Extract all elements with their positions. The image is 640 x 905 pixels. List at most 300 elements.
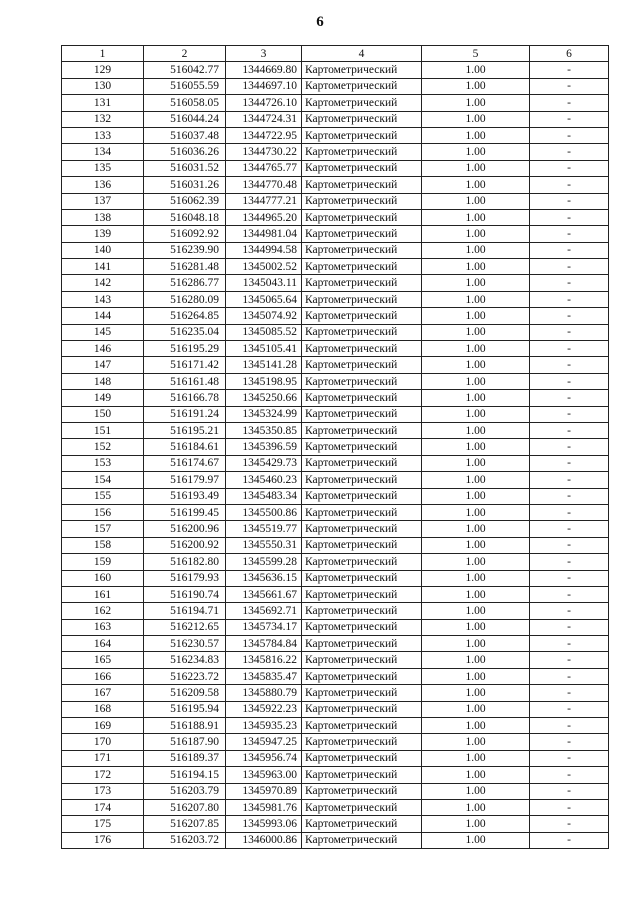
point-number-cell: 167: [62, 685, 144, 701]
description-cell: -: [530, 832, 609, 848]
accuracy-cell: 1.00: [422, 127, 530, 143]
x-coordinate-cell: 516187.90: [144, 734, 226, 750]
y-coordinate-cell: 1345396.59: [226, 439, 302, 455]
x-coordinate-cell: 516209.58: [144, 685, 226, 701]
table-row: [62, 95, 609, 111]
x-coordinate-cell: 516200.96: [144, 521, 226, 537]
point-number-cell: 175: [62, 816, 144, 832]
method-cell: Картометрический: [302, 226, 422, 242]
x-coordinate-cell: 516207.80: [144, 799, 226, 815]
method-cell: Картометрический: [302, 783, 422, 799]
x-coordinate-cell: 516166.78: [144, 390, 226, 406]
description-cell: -: [530, 324, 609, 340]
y-coordinate-cell: 1345324.99: [226, 406, 302, 422]
description-cell: -: [530, 472, 609, 488]
y-coordinate-cell: 1345500.86: [226, 504, 302, 520]
column-header-5: 5: [422, 46, 530, 62]
y-coordinate-cell: 1345661.67: [226, 586, 302, 602]
y-coordinate-cell: 1345784.84: [226, 636, 302, 652]
accuracy-cell: 1.00: [422, 177, 530, 193]
method-cell: Картометрический: [302, 209, 422, 225]
table-row: [62, 734, 609, 750]
point-number-cell: 153: [62, 455, 144, 471]
y-coordinate-cell: 1345692.71: [226, 603, 302, 619]
table-row: [62, 488, 609, 504]
accuracy-cell: 1.00: [422, 209, 530, 225]
point-number-cell: 151: [62, 422, 144, 438]
method-cell: Картометрический: [302, 160, 422, 176]
y-coordinate-cell: 1345074.92: [226, 308, 302, 324]
y-coordinate-cell: 1345350.85: [226, 422, 302, 438]
table-row: [62, 767, 609, 783]
method-cell: Картометрический: [302, 324, 422, 340]
x-coordinate-cell: 516189.37: [144, 750, 226, 766]
table-row: [62, 144, 609, 160]
x-coordinate-cell: 516235.04: [144, 324, 226, 340]
accuracy-cell: 1.00: [422, 242, 530, 258]
y-coordinate-cell: 1345550.31: [226, 537, 302, 553]
y-coordinate-cell: 1345956.74: [226, 750, 302, 766]
method-cell: Картометрический: [302, 652, 422, 668]
point-number-cell: 164: [62, 636, 144, 652]
description-cell: -: [530, 357, 609, 373]
accuracy-cell: 1.00: [422, 832, 530, 848]
method-cell: Картометрический: [302, 193, 422, 209]
table-row: [62, 259, 609, 275]
table-row: [62, 783, 609, 799]
point-number-cell: 134: [62, 144, 144, 160]
accuracy-cell: 1.00: [422, 226, 530, 242]
x-coordinate-cell: 516230.57: [144, 636, 226, 652]
description-cell: -: [530, 734, 609, 750]
accuracy-cell: 1.00: [422, 537, 530, 553]
point-number-cell: 133: [62, 127, 144, 143]
method-cell: Картометрический: [302, 275, 422, 291]
point-number-cell: 141: [62, 259, 144, 275]
y-coordinate-cell: 1345880.79: [226, 685, 302, 701]
y-coordinate-cell: 1345970.89: [226, 783, 302, 799]
description-cell: -: [530, 275, 609, 291]
x-coordinate-cell: 516203.72: [144, 832, 226, 848]
description-cell: -: [530, 209, 609, 225]
table-row: [62, 406, 609, 422]
description-cell: -: [530, 619, 609, 635]
x-coordinate-cell: 516031.52: [144, 160, 226, 176]
x-coordinate-cell: 516234.83: [144, 652, 226, 668]
y-coordinate-cell: 1345935.23: [226, 718, 302, 734]
description-cell: -: [530, 603, 609, 619]
accuracy-cell: 1.00: [422, 78, 530, 94]
table-row: [62, 341, 609, 357]
point-number-cell: 165: [62, 652, 144, 668]
point-number-cell: 161: [62, 586, 144, 602]
x-coordinate-cell: 516264.85: [144, 308, 226, 324]
table-row: [62, 455, 609, 471]
accuracy-cell: 1.00: [422, 734, 530, 750]
accuracy-cell: 1.00: [422, 324, 530, 340]
x-coordinate-cell: 516194.71: [144, 603, 226, 619]
y-coordinate-cell: 1345816.22: [226, 652, 302, 668]
y-coordinate-cell: 1345922.23: [226, 701, 302, 717]
description-cell: -: [530, 144, 609, 160]
table-row: [62, 111, 609, 127]
method-cell: Картометрический: [302, 488, 422, 504]
point-number-cell: 158: [62, 537, 144, 553]
point-number-cell: 173: [62, 783, 144, 799]
method-cell: Картометрический: [302, 521, 422, 537]
x-coordinate-cell: 516200.92: [144, 537, 226, 553]
x-coordinate-cell: 516195.29: [144, 341, 226, 357]
accuracy-cell: 1.00: [422, 472, 530, 488]
description-cell: -: [530, 111, 609, 127]
y-coordinate-cell: 1344724.31: [226, 111, 302, 127]
y-coordinate-cell: 1345141.28: [226, 357, 302, 373]
table-row: [62, 308, 609, 324]
point-number-cell: 137: [62, 193, 144, 209]
description-cell: -: [530, 718, 609, 734]
description-cell: -: [530, 685, 609, 701]
x-coordinate-cell: 516207.85: [144, 816, 226, 832]
y-coordinate-cell: 1345105.41: [226, 341, 302, 357]
x-coordinate-cell: 516055.59: [144, 78, 226, 94]
description-cell: -: [530, 127, 609, 143]
table-row: [62, 242, 609, 258]
coordinates-table: [61, 45, 609, 849]
accuracy-cell: 1.00: [422, 488, 530, 504]
method-cell: Картометрический: [302, 750, 422, 766]
method-cell: Картометрический: [302, 554, 422, 570]
y-coordinate-cell: 1344765.77: [226, 160, 302, 176]
x-coordinate-cell: 516171.42: [144, 357, 226, 373]
table-row: [62, 554, 609, 570]
y-coordinate-cell: 1344770.48: [226, 177, 302, 193]
point-number-cell: 136: [62, 177, 144, 193]
accuracy-cell: 1.00: [422, 652, 530, 668]
x-coordinate-cell: 516048.18: [144, 209, 226, 225]
accuracy-cell: 1.00: [422, 799, 530, 815]
point-number-cell: 147: [62, 357, 144, 373]
method-cell: Картометрический: [302, 144, 422, 160]
accuracy-cell: 1.00: [422, 521, 530, 537]
table-row: [62, 570, 609, 586]
point-number-cell: 152: [62, 439, 144, 455]
y-coordinate-cell: 1344722.95: [226, 127, 302, 143]
point-number-cell: 142: [62, 275, 144, 291]
point-number-cell: 149: [62, 390, 144, 406]
accuracy-cell: 1.00: [422, 816, 530, 832]
accuracy-cell: 1.00: [422, 455, 530, 471]
y-coordinate-cell: 1345835.47: [226, 668, 302, 684]
accuracy-cell: 1.00: [422, 111, 530, 127]
table-row: [62, 62, 609, 78]
x-coordinate-cell: 516188.91: [144, 718, 226, 734]
description-cell: -: [530, 226, 609, 242]
y-coordinate-cell: 1344730.22: [226, 144, 302, 160]
description-cell: -: [530, 636, 609, 652]
description-cell: -: [530, 521, 609, 537]
point-number-cell: 162: [62, 603, 144, 619]
accuracy-cell: 1.00: [422, 95, 530, 111]
x-coordinate-cell: 516212.65: [144, 619, 226, 635]
table-row: [62, 275, 609, 291]
table-row: [62, 816, 609, 832]
description-cell: -: [530, 95, 609, 111]
point-number-cell: 138: [62, 209, 144, 225]
x-coordinate-cell: 516184.61: [144, 439, 226, 455]
table-row: [62, 291, 609, 307]
point-number-cell: 146: [62, 341, 144, 357]
y-coordinate-cell: 1345993.06: [226, 816, 302, 832]
point-number-cell: 155: [62, 488, 144, 504]
x-coordinate-cell: 516193.49: [144, 488, 226, 504]
y-coordinate-cell: 1344981.04: [226, 226, 302, 242]
accuracy-cell: 1.00: [422, 406, 530, 422]
method-cell: Картометрический: [302, 636, 422, 652]
method-cell: Картометрический: [302, 308, 422, 324]
x-coordinate-cell: 516190.74: [144, 586, 226, 602]
method-cell: Картометрический: [302, 390, 422, 406]
y-coordinate-cell: 1345483.34: [226, 488, 302, 504]
description-cell: -: [530, 177, 609, 193]
method-cell: Картометрический: [302, 95, 422, 111]
method-cell: Картометрический: [302, 259, 422, 275]
accuracy-cell: 1.00: [422, 668, 530, 684]
accuracy-cell: 1.00: [422, 636, 530, 652]
y-coordinate-cell: 1345043.11: [226, 275, 302, 291]
method-cell: Картометрический: [302, 619, 422, 635]
description-cell: -: [530, 160, 609, 176]
accuracy-cell: 1.00: [422, 554, 530, 570]
description-cell: -: [530, 816, 609, 832]
accuracy-cell: 1.00: [422, 439, 530, 455]
point-number-cell: 131: [62, 95, 144, 111]
description-cell: -: [530, 390, 609, 406]
description-cell: -: [530, 504, 609, 520]
accuracy-cell: 1.00: [422, 586, 530, 602]
accuracy-cell: 1.00: [422, 193, 530, 209]
table-row: [62, 226, 609, 242]
method-cell: Картометрический: [302, 111, 422, 127]
x-coordinate-cell: 516280.09: [144, 291, 226, 307]
x-coordinate-cell: 516092.92: [144, 226, 226, 242]
accuracy-cell: 1.00: [422, 275, 530, 291]
accuracy-cell: 1.00: [422, 62, 530, 78]
x-coordinate-cell: 516037.48: [144, 127, 226, 143]
table-row: [62, 537, 609, 553]
x-coordinate-cell: 516281.48: [144, 259, 226, 275]
x-coordinate-cell: 516182.80: [144, 554, 226, 570]
point-number-cell: 130: [62, 78, 144, 94]
point-number-cell: 143: [62, 291, 144, 307]
accuracy-cell: 1.00: [422, 390, 530, 406]
point-number-cell: 132: [62, 111, 144, 127]
accuracy-cell: 1.00: [422, 291, 530, 307]
x-coordinate-cell: 516195.94: [144, 701, 226, 717]
point-number-cell: 170: [62, 734, 144, 750]
point-number-cell: 157: [62, 521, 144, 537]
x-coordinate-cell: 516036.26: [144, 144, 226, 160]
table-header-row: [62, 46, 609, 62]
y-coordinate-cell: 1345198.95: [226, 373, 302, 389]
accuracy-cell: 1.00: [422, 783, 530, 799]
description-cell: -: [530, 193, 609, 209]
point-number-cell: 174: [62, 799, 144, 815]
method-cell: Картометрический: [302, 78, 422, 94]
accuracy-cell: 1.00: [422, 341, 530, 357]
y-coordinate-cell: 1344777.21: [226, 193, 302, 209]
x-coordinate-cell: 516179.93: [144, 570, 226, 586]
column-header-2: 2: [144, 46, 226, 62]
y-coordinate-cell: 1346000.86: [226, 832, 302, 848]
x-coordinate-cell: 516161.48: [144, 373, 226, 389]
table-row: [62, 619, 609, 635]
description-cell: -: [530, 308, 609, 324]
accuracy-cell: 1.00: [422, 619, 530, 635]
method-cell: Картометрический: [302, 685, 422, 701]
table-row: [62, 718, 609, 734]
description-cell: -: [530, 652, 609, 668]
accuracy-cell: 1.00: [422, 259, 530, 275]
table-row: [62, 750, 609, 766]
method-cell: Картометрический: [302, 291, 422, 307]
point-number-cell: 150: [62, 406, 144, 422]
x-coordinate-cell: 516194.15: [144, 767, 226, 783]
table-row: [62, 521, 609, 537]
x-coordinate-cell: 516191.24: [144, 406, 226, 422]
table-row: [62, 652, 609, 668]
method-cell: Картометрический: [302, 832, 422, 848]
y-coordinate-cell: 1345002.52: [226, 259, 302, 275]
table-row: [62, 685, 609, 701]
accuracy-cell: 1.00: [422, 701, 530, 717]
column-header-3: 3: [226, 46, 302, 62]
y-coordinate-cell: 1345981.76: [226, 799, 302, 815]
table-row: [62, 636, 609, 652]
point-number-cell: 148: [62, 373, 144, 389]
method-cell: Картометрический: [302, 734, 422, 750]
description-cell: -: [530, 78, 609, 94]
x-coordinate-cell: 516195.21: [144, 422, 226, 438]
table-row: [62, 357, 609, 373]
y-coordinate-cell: 1345963.00: [226, 767, 302, 783]
accuracy-cell: 1.00: [422, 422, 530, 438]
accuracy-cell: 1.00: [422, 767, 530, 783]
description-cell: -: [530, 341, 609, 357]
table-row: [62, 160, 609, 176]
accuracy-cell: 1.00: [422, 160, 530, 176]
accuracy-cell: 1.00: [422, 603, 530, 619]
method-cell: Картометрический: [302, 586, 422, 602]
table-row: [62, 390, 609, 406]
accuracy-cell: 1.00: [422, 750, 530, 766]
description-cell: -: [530, 570, 609, 586]
description-cell: -: [530, 62, 609, 78]
accuracy-cell: 1.00: [422, 357, 530, 373]
method-cell: Картометрический: [302, 341, 422, 357]
x-coordinate-cell: 516223.72: [144, 668, 226, 684]
point-number-cell: 159: [62, 554, 144, 570]
table-row: [62, 127, 609, 143]
table-row: [62, 193, 609, 209]
point-number-cell: 172: [62, 767, 144, 783]
method-cell: Картометрический: [302, 537, 422, 553]
description-cell: -: [530, 799, 609, 815]
description-cell: -: [530, 455, 609, 471]
description-cell: -: [530, 537, 609, 553]
x-coordinate-cell: 516058.05: [144, 95, 226, 111]
point-number-cell: 163: [62, 619, 144, 635]
accuracy-cell: 1.00: [422, 570, 530, 586]
y-coordinate-cell: 1344697.10: [226, 78, 302, 94]
accuracy-cell: 1.00: [422, 373, 530, 389]
point-number-cell: 176: [62, 832, 144, 848]
x-coordinate-cell: 516042.77: [144, 62, 226, 78]
point-number-cell: 171: [62, 750, 144, 766]
method-cell: Картометрический: [302, 668, 422, 684]
description-cell: -: [530, 783, 609, 799]
method-cell: Картометрический: [302, 504, 422, 520]
x-coordinate-cell: 516062.39: [144, 193, 226, 209]
page-number: 6: [316, 14, 324, 30]
table-row: [62, 603, 609, 619]
description-cell: -: [530, 668, 609, 684]
method-cell: Картометрический: [302, 455, 422, 471]
method-cell: Картометрический: [302, 767, 422, 783]
point-number-cell: 129: [62, 62, 144, 78]
accuracy-cell: 1.00: [422, 308, 530, 324]
method-cell: Картометрический: [302, 127, 422, 143]
description-cell: -: [530, 242, 609, 258]
method-cell: Картометрический: [302, 799, 422, 815]
x-coordinate-cell: 516179.97: [144, 472, 226, 488]
description-cell: -: [530, 422, 609, 438]
y-coordinate-cell: 1345519.77: [226, 521, 302, 537]
x-coordinate-cell: 516031.26: [144, 177, 226, 193]
point-number-cell: 144: [62, 308, 144, 324]
table-row: [62, 422, 609, 438]
point-number-cell: 139: [62, 226, 144, 242]
method-cell: Картометрический: [302, 603, 422, 619]
x-coordinate-cell: 516203.79: [144, 783, 226, 799]
accuracy-cell: 1.00: [422, 718, 530, 734]
x-coordinate-cell: 516199.45: [144, 504, 226, 520]
description-cell: -: [530, 554, 609, 570]
y-coordinate-cell: 1345734.17: [226, 619, 302, 635]
point-number-cell: 154: [62, 472, 144, 488]
point-number-cell: 160: [62, 570, 144, 586]
description-cell: -: [530, 291, 609, 307]
method-cell: Картометрический: [302, 816, 422, 832]
method-cell: Картометрический: [302, 373, 422, 389]
description-cell: -: [530, 439, 609, 455]
table-row: [62, 209, 609, 225]
point-number-cell: 168: [62, 701, 144, 717]
accuracy-cell: 1.00: [422, 685, 530, 701]
y-coordinate-cell: 1345599.28: [226, 554, 302, 570]
method-cell: Картометрический: [302, 357, 422, 373]
table-row: [62, 78, 609, 94]
description-cell: -: [530, 488, 609, 504]
table-row: [62, 373, 609, 389]
table-row: [62, 586, 609, 602]
y-coordinate-cell: 1344669.80: [226, 62, 302, 78]
description-cell: -: [530, 406, 609, 422]
y-coordinate-cell: 1345429.73: [226, 455, 302, 471]
x-coordinate-cell: 516044.24: [144, 111, 226, 127]
method-cell: Картометрический: [302, 62, 422, 78]
description-cell: -: [530, 701, 609, 717]
method-cell: Картометрический: [302, 439, 422, 455]
